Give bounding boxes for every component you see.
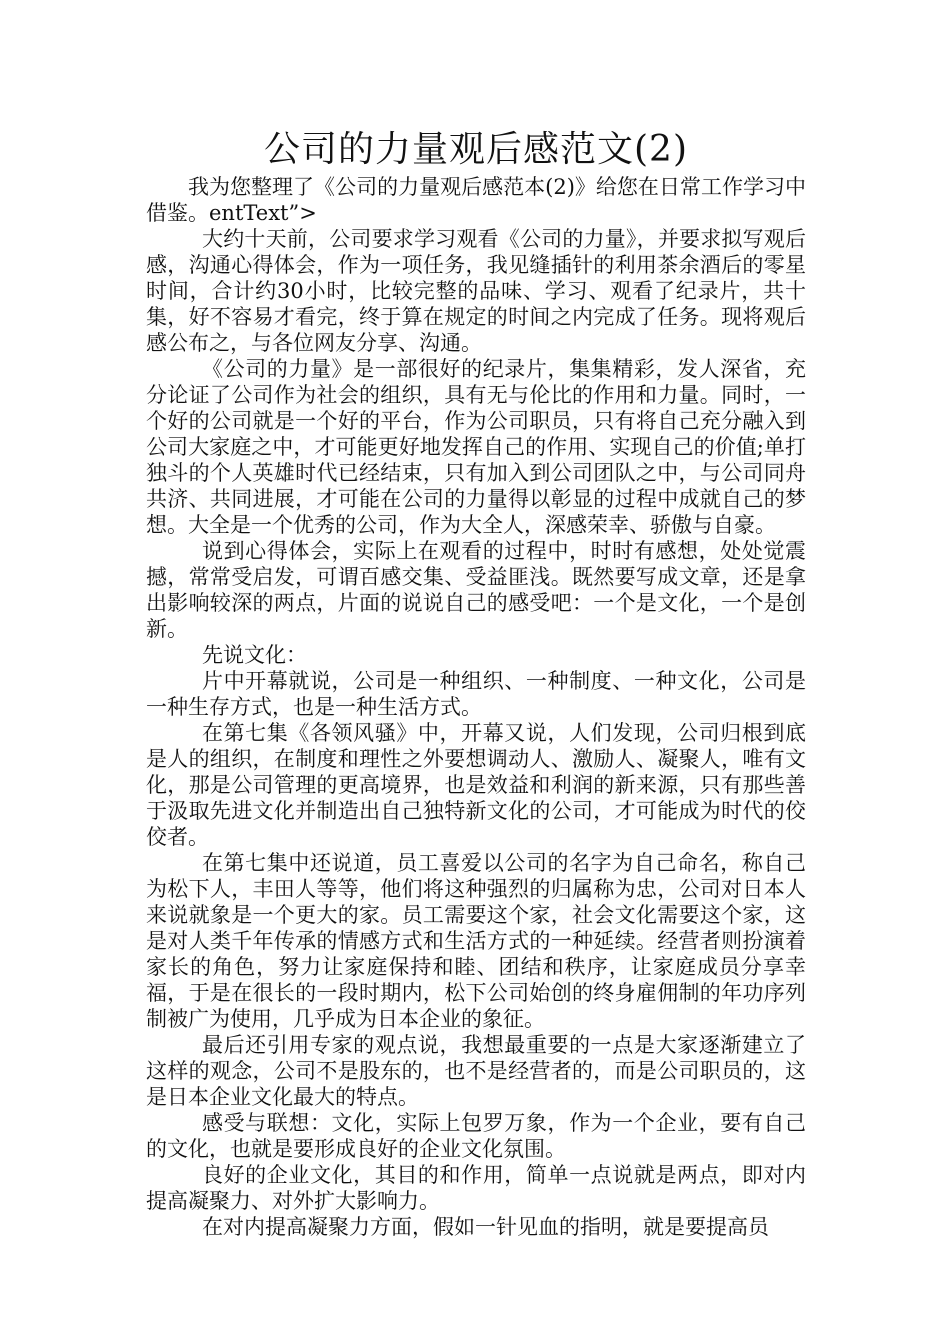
body-paragraph: 良好的企业文化，其目的和作用，简单一点说就是两点，即对内提高凝聚力、对外扩大影响力。	[146, 1163, 806, 1213]
document-title: 公司的力量观后感范文(2)	[264, 129, 688, 170]
body-paragraph: 在第七集中还说道，员工喜爱以公司的名字为自己命名，称自己为松下人，丰田人等等，他们将这种强烈的归属称为忠，公司对日本人来说就象是一个更大的家。员工需要这个家，社会文化需要这个家，这是对人类千年传承的情感方式和生活方式的一种延续。经营者则扮演着家长的角色，努力让家庭保持和睦、团结和秩序，让家庭成员分享幸福，于是在很长的一段时期内，松下公司始创的终身雇佣制的年功序列制被广为使用，几乎成为日本企业的象征。	[146, 851, 806, 1031]
body-paragraph: 片中开幕就说，公司是一种组织、一种制度、一种文化，公司是一种生存方式，也是一种生活方式。	[146, 669, 806, 719]
body-paragraph: 说到心得体会，实际上在观看的过程中，时时有感想，处处觉震撼，常常受启发，可谓百感交集、受益匪浅。既然要写成文章，还是拿出影响较深的两点，片面的说说自己的感受吧：一个是文化，一个是创新。	[146, 539, 806, 641]
intro-paragraph: 我为您整理了《公司的力量观后感范本(2)》给您在日常工作学习中借鉴。entText”>	[146, 175, 806, 225]
section-heading-culture: 先说文化：	[202, 643, 307, 667]
body-paragraph: 最后还引用专家的观点说，我想最重要的一点是大家逐渐建立了这样的观念，公司不是股东的，也不是经营者的，而是公司职员的，这是日本企业文化最大的特点。	[146, 1033, 806, 1109]
body-paragraph: 在对内提高凝聚力方面，假如一针见血的指明，就是要提高员	[202, 1215, 769, 1239]
body-paragraph: 大约十天前，公司要求学习观看《公司的力量》，并要求拟写观后感，沟通心得体会，作为一项任务，我见缝插针的利用茶余酒后的零星时间，合计约30小时，比较完整的品味、学习、观看了纪录片，共十集，好不容易才看完，终于算在规定的时间之内完成了任务。现将观后感公布之，与各位网友分享、沟通。	[146, 227, 806, 355]
document-page	[146, 128, 806, 1240]
body-paragraph: 感受与联想：文化，实际上包罗万象，作为一个企业，要有自己的文化，也就是要形成良好的企业文化氛围。	[146, 1111, 806, 1161]
body-paragraph: 《公司的力量》是一部很好的纪录片，集集精彩，发人深省，充分论证了公司作为社会的组织，具有无与伦比的作用和力量。同时，一个好的公司就是一个好的平台，作为公司职员，只有将自己充分融入到公司大家庭之中，才可能更好地发挥自己的作用、实现自己的价值;单打独斗的个人英雄时代已经结束，只有加入到公司团队之中，与公司同舟共济、共同进展，才可能在公司的力量得以彰显的过程中成就自己的梦想。大全是一个优秀的公司，作为大全人，深感荣幸、骄傲与自豪。	[146, 357, 806, 537]
body-paragraph: 在第七集《各领风骚》中，开幕又说，人们发现，公司归根到底是人的组织，在制度和理性之外要想调动人、激励人、凝聚人，唯有文化，那是公司管理的更高境界，也是效益和利润的新来源，只有那些善于汲取先进文化并制造出自己独特新文化的公司，才可能成为时代的佼佼者。	[146, 721, 806, 849]
